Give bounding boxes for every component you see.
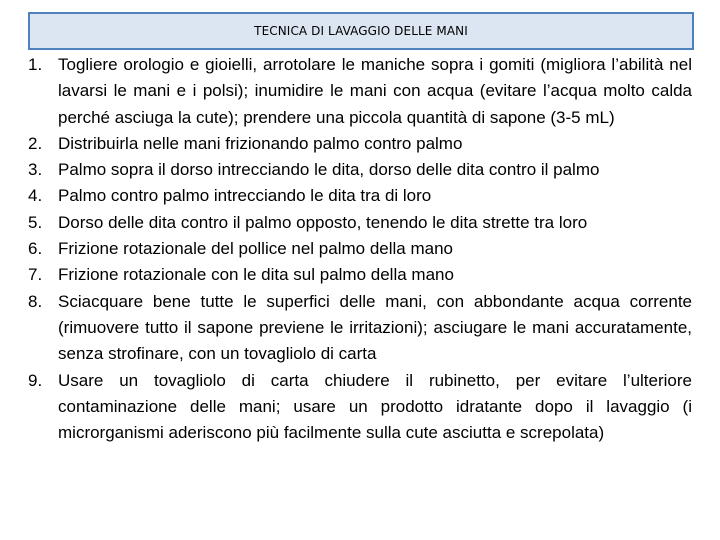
step-number: 3. [28,160,43,180]
step-text: Frizione rotazionale con le dita sul palmo della mano [58,265,454,285]
step-number: 4. [28,186,43,206]
step-text: Sciacquare bene tutte le superfici delle mani, con abbondante acqua corrente (rimuovere tutto il sapone previene le irritazioni); asciugare le mani accuratamente, senza strofinare, con un tovagliolo di carta [58,291,692,364]
steps-list [28,52,692,446]
step-text: Frizione rotazionale del pollice nel palmo della mano [58,239,454,259]
list-item-step-3 [28,157,692,183]
list-item-step-5 [28,210,692,236]
step-number: 8. [28,291,43,311]
step-number: 6. [28,239,43,259]
step-text: Dorso delle dita contro il palmo opposto, tenendo le dita strette tra loro [58,212,588,232]
step-number: 7. [28,265,43,285]
list-item-step-7 [28,262,692,288]
step-text: Togliere orologio e gioielli, arrotolare le maniche sopra i gomiti (migliora l’abilità nel lavarsi le mani e i polsi); inumidire le mani con acqua (evitare l’acqua molto calda perché asciuga la cute); prendere una piccola quantità di sapone (3-5 mL) [58,55,692,127]
list-item-step-9 [28,368,692,447]
list-item-step-6 [28,236,692,262]
step-text: Distribuirla nelle mani frizionando palmo contro palmo [58,133,463,153]
list-item-step-4 [28,183,692,209]
step-number: 2. [28,133,43,153]
step-text: Palmo contro palmo intrecciando le dita tra di loro [58,186,432,206]
step-number: 5. [28,212,43,232]
page-title: TECNICA DI LAVAGGIO DELLE MANI [254,24,468,38]
step-number: 1. [28,55,43,74]
step-text: Usare un tovagliolo di carta chiudere il rubinetto, per evitare l’ulteriore contaminazione delle mani; usare un prodotto idratante dopo il lavaggio (i microrganismi aderiscono più facilmente sulla cute asciutta e screpolata) [58,370,692,443]
title-box [28,12,694,50]
list-item-step-2 [28,131,692,157]
step-text: Palmo sopra il dorso intrecciando le dita, dorso delle dita contro il palmo [58,160,600,180]
step-number: 9. [28,370,43,390]
list-item-step-1 [28,52,692,131]
list-item-step-8 [28,289,692,368]
